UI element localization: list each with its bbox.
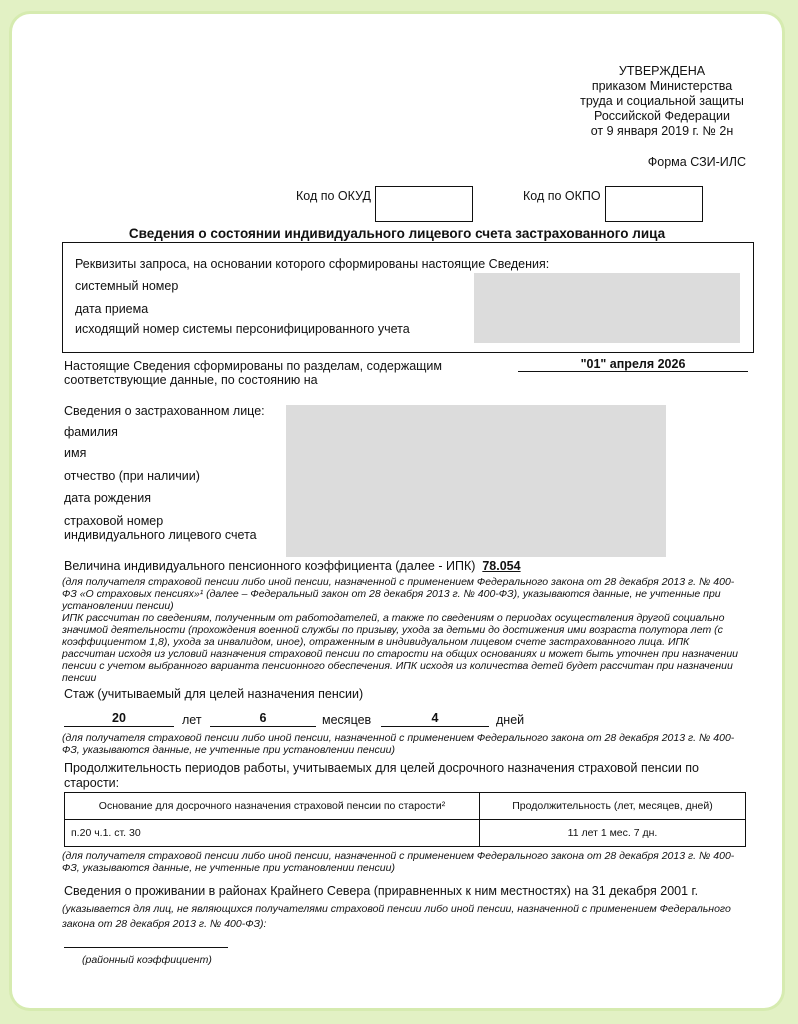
early-heading-line: Продолжительность периодов работы, учитываемых для целей досрочного назначения страховой пенсии по: [64, 761, 699, 775]
north-note-line: закона от 28 декабря 2013 г. № 400-ФЗ):: [62, 918, 267, 930]
stazh-note-line: (для получателя страховой пенсии либо иной пенсии, назначенной с применением Федерального закона от 28 декабря 2013 г. № 400-: [62, 732, 735, 744]
table-header-row: [65, 793, 746, 820]
request-redaction: [474, 273, 740, 343]
north-note: [62, 902, 752, 932]
early-heading: [64, 761, 699, 791]
ipk-note-2-line: коэффициентом 1,8), ухода за инвалидом, иное), отраженным в индивидуальном лицевом счете застрахованного лица. ИПК: [62, 636, 690, 648]
approval-line: от 9 января 2019 г. № 2н: [590, 124, 734, 138]
stazh-note: [62, 732, 752, 756]
early-table: [64, 792, 746, 847]
table-cell-basis: п.20 ч.1. ст. 30: [65, 820, 480, 847]
coefficient-underline: [64, 947, 228, 948]
stazh-years-underline: [64, 726, 174, 727]
formed-text-line2: соответствующие данные, по состоянию на: [64, 373, 318, 387]
ipk-note-1: [62, 576, 752, 612]
stazh-days: 4: [431, 711, 439, 725]
okud-label: Код по ОКУД: [296, 189, 371, 203]
ipk-note-2-line: пенсии с учетом выбранного варианта пенсионного обеспечения. ИПК исходя из количества детей будет рассчитан при назначении: [62, 660, 733, 672]
stazh-heading: Стаж (учитываемый для целей назначения пенсии): [64, 687, 364, 701]
insured-field-snils-line2: индивидуального лицевого счета: [64, 528, 257, 542]
formed-date: "01" апреля 2026: [580, 357, 686, 371]
ipk-note-1-line: ФЗ «О страховых пенсиях»¹ (далее – Федеральный закон от 28 декабря 2013 г. № 400-ФЗ), указываются данные, не учтенные при: [62, 588, 721, 600]
stazh-months-label: месяцев: [322, 713, 372, 727]
north-heading: Сведения о проживании в районах Крайнего Севера (приравненных к ним местностях) на 31 декабря 2001 г.: [64, 884, 699, 898]
insured-field-surname: фамилия: [64, 425, 118, 439]
ipk-note-2-line: пенсии: [62, 672, 97, 684]
table-row: [65, 820, 746, 847]
approval-title: УТВЕРЖДЕНА: [618, 64, 706, 78]
ipk-note-1-line: (для получателя страховой пенсии либо иной пенсии, назначенной с применением Федерального закона от 28 декабря 2013 г. № 400-: [62, 576, 735, 588]
okpo-label: Код по ОКПО: [523, 189, 601, 203]
stazh-years-label: лет: [182, 713, 202, 727]
early-note: [62, 850, 752, 874]
insured-field-snils-line1: страховой номер: [64, 514, 164, 528]
stazh-months: 6: [259, 711, 267, 725]
ipk-note-2-line: рассчитан исходя из условий назначения страховой пенсии по старости на общих основаниях и может быть уточнен при назначении: [62, 648, 738, 660]
request-field-outgoing-number: исходящий номер системы персонифицированного учета: [75, 322, 410, 336]
stazh-days-underline: [381, 726, 489, 727]
request-field-system-number: системный номер: [75, 279, 179, 293]
early-note-line: (для получателя страховой пенсии либо иной пенсии, назначенной с применением Федерального закона от 28 декабря 2013 г. № 400-: [62, 850, 735, 862]
request-heading: Реквизиты запроса, на основании которого сформированы настоящие Сведения:: [75, 257, 550, 271]
insured-redaction: [286, 405, 666, 557]
document-sheet: [12, 14, 782, 1008]
stazh-note-line: ФЗ, указываются данные, не учтенные при установлении пенсии): [62, 744, 395, 756]
ipk-value: 78.054: [482, 559, 521, 573]
insured-field-name: имя: [64, 446, 87, 460]
approval-line: труда и социальной защиты: [580, 94, 744, 108]
okud-box: [375, 186, 473, 222]
formed-text-line1: Настоящие Сведения сформированы по разделам, содержащим: [64, 359, 443, 373]
coefficient-label: (районный коэффициент): [82, 954, 212, 966]
table-header-basis: Основание для досрочного назначения страховой пенсии по старости²: [65, 793, 480, 820]
table-header-duration: Продолжительность (лет, месяцев, дней): [480, 793, 746, 820]
form-name: Форма СЗИ-ИЛС: [647, 155, 746, 169]
ipk-note-2: [62, 612, 752, 684]
approval-block: [552, 64, 772, 139]
early-note-line: ФЗ, указываются данные, не учтенные при установлении пенсии): [62, 862, 395, 874]
okpo-box: [605, 186, 703, 222]
stazh-years: 20: [112, 711, 126, 725]
ipk-note-2-line: ИПК рассчитан по сведениям, полученным от работодателей, а также по сведениям о периодах осуществления другой социально: [62, 612, 725, 624]
approval-line: Российской Федерации: [594, 109, 730, 123]
ipk-label-text: Величина индивидуального пенсионного коэффициента (далее - ИПК): [64, 559, 476, 573]
ipk-note-1-line: установлении пенсии): [62, 600, 174, 612]
formed-date-underline: [518, 371, 748, 372]
early-heading-line: старости:: [64, 776, 120, 790]
ipk-note-2-line: значимой деятельности (прохождения военной службы по призыву, ухода за детьми до достижения ими возраста полутора лет (с: [62, 624, 723, 636]
stazh-months-underline: [210, 726, 316, 727]
insured-heading: Сведения о застрахованном лице:: [64, 404, 265, 418]
insured-field-birthdate: дата рождения: [64, 491, 152, 505]
stazh-days-label: дней: [496, 713, 525, 727]
request-field-receipt-date: дата приема: [75, 302, 149, 316]
doc-title: Сведения о состоянии индивидуального лицевого счета застрахованного лица: [128, 226, 666, 241]
table-cell-duration: 11 лет 1 мес. 7 дн.: [480, 820, 746, 847]
approval-line: приказом Министерства: [591, 79, 733, 93]
insured-field-patronymic: отчество (при наличии): [64, 469, 200, 483]
north-note-line: (указывается для лиц, не являющихся получателями страховой пенсии либо иной пенсии, назначенной с применением Федерального: [62, 903, 731, 915]
ipk-label: [64, 559, 521, 574]
